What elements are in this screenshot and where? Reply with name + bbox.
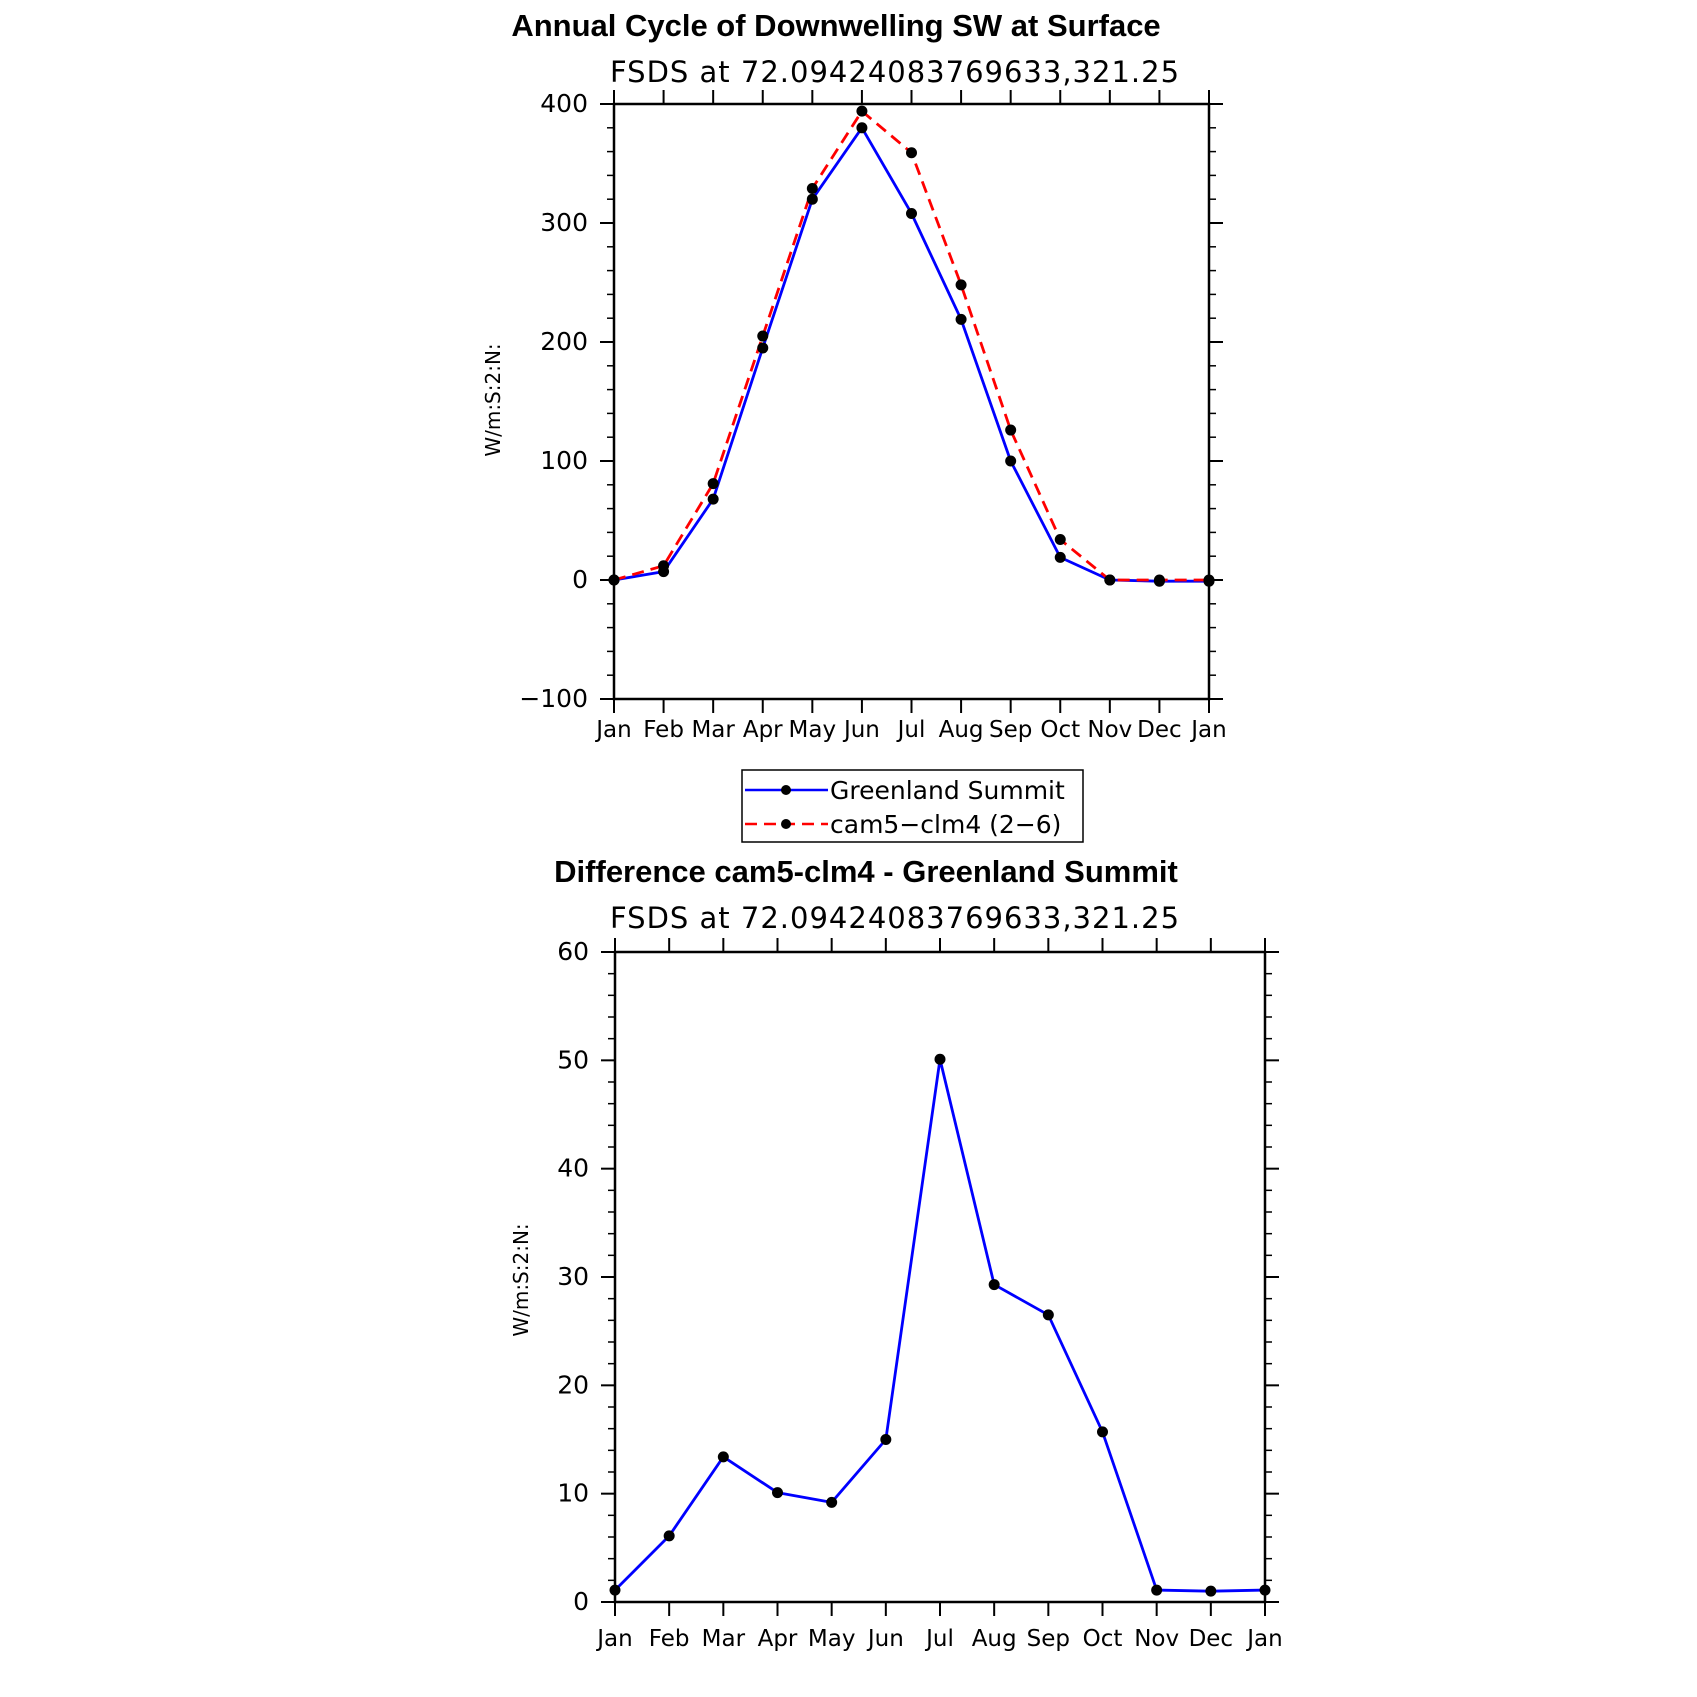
data-point	[1097, 1426, 1108, 1437]
data-point	[807, 183, 818, 194]
y-tick-label: 60	[557, 937, 589, 966]
y-tick-label: 30	[557, 1262, 589, 1291]
y-tick-label: −100	[519, 684, 588, 713]
y-tick-label: 100	[540, 446, 588, 475]
data-point	[1154, 575, 1165, 586]
series-line-0	[615, 1059, 1265, 1591]
chart-title: Difference cam5-clm4 - Greenland Summit	[554, 854, 1178, 889]
y-ticks	[519, 89, 1223, 713]
chart-title: Annual Cycle of Downwelling SW at Surface	[511, 8, 1161, 43]
y-tick-label: 300	[540, 208, 588, 237]
x-tick-label: Jul	[926, 1626, 954, 1652]
x-tick-label: May	[807, 1626, 856, 1652]
data-point	[1104, 575, 1115, 586]
data-point	[772, 1487, 783, 1498]
y-tick-label: 40	[557, 1153, 589, 1183]
top-chart	[481, 8, 1227, 743]
y-axis-label: W/m:S:2:N:	[481, 343, 505, 457]
x-tick-label: Jul	[897, 717, 926, 743]
y-axis-label: W/m:S:2:N:	[509, 1223, 533, 1337]
y-ticks	[557, 937, 1279, 1616]
y-tick-label: 10	[557, 1478, 589, 1508]
x-ticks	[594, 90, 1226, 743]
legend	[742, 770, 1083, 842]
data-point	[856, 122, 867, 133]
y-tick-label: 0	[572, 565, 588, 594]
x-ticks	[595, 938, 1282, 1652]
x-tick-label: Apr	[742, 717, 783, 743]
x-tick-label: Dec	[1188, 1626, 1234, 1652]
x-tick-label: Jan	[1247, 1626, 1283, 1652]
data-point	[610, 1585, 621, 1596]
data-point	[935, 1054, 946, 1065]
y-tick-label: 50	[557, 1045, 589, 1075]
x-tick-label: Nov	[1134, 1626, 1180, 1652]
data-point	[1043, 1309, 1054, 1320]
data-point	[1204, 575, 1215, 586]
data-point	[708, 494, 719, 505]
data-point	[708, 478, 719, 489]
x-tick-label: Feb	[643, 717, 684, 743]
data-point	[1205, 1586, 1216, 1597]
x-tick-label: Sep	[988, 717, 1033, 743]
legend-marker-cam5	[781, 819, 791, 829]
chart-subtitle: FSDS at 72.09424083769633,321.25	[610, 55, 1181, 89]
x-tick-label: Mar	[691, 717, 735, 743]
data-point	[856, 106, 867, 117]
x-tick-label: Oct	[1040, 717, 1081, 743]
data-point	[1260, 1585, 1271, 1596]
chart-subtitle: FSDS at 72.09424083769633,321.25	[610, 901, 1181, 935]
x-tick-label: Aug	[938, 717, 984, 743]
data-point	[956, 314, 967, 325]
data-point	[757, 342, 768, 353]
x-tick-label: Oct	[1082, 1626, 1123, 1652]
data-point	[664, 1530, 675, 1541]
data-point	[1055, 552, 1066, 563]
data-point	[658, 560, 669, 571]
x-tick-label: Mar	[701, 1626, 746, 1652]
data-point	[906, 147, 917, 158]
x-tick-label: Aug	[971, 1626, 1017, 1652]
x-tick-label: Jun	[867, 1626, 904, 1652]
data-point	[757, 331, 768, 342]
data-point	[989, 1279, 1000, 1290]
y-tick-label: 400	[540, 89, 588, 118]
series-layer	[610, 1054, 1271, 1597]
plot-frame	[615, 952, 1265, 1602]
data-point	[880, 1434, 891, 1445]
data-point	[1055, 534, 1066, 545]
data-point	[609, 575, 620, 586]
x-tick-label: Jan	[1191, 717, 1227, 743]
legend-label-cam5: cam5−clm4 (2−6)	[830, 810, 1062, 839]
x-tick-label: Feb	[648, 1626, 690, 1652]
series-layer	[609, 106, 1215, 587]
x-tick-label: Nov	[1087, 717, 1133, 743]
data-point	[718, 1451, 729, 1462]
x-tick-label: Dec	[1137, 717, 1182, 743]
legend-label-greenland: Greenland Summit	[830, 776, 1065, 805]
x-tick-label: Jan	[597, 1626, 633, 1652]
data-point	[956, 279, 967, 290]
data-point	[1005, 456, 1016, 467]
series-line-1	[614, 111, 1209, 580]
x-tick-label: Apr	[757, 1626, 798, 1652]
series-line-0	[614, 128, 1209, 581]
x-tick-label: Jan	[596, 717, 632, 743]
bottom-chart	[509, 854, 1283, 1652]
legend-marker-greenland	[781, 785, 791, 795]
y-tick-label: 200	[540, 327, 588, 356]
y-tick-label: 20	[557, 1370, 589, 1400]
y-tick-label: 0	[573, 1587, 589, 1616]
x-tick-label: May	[788, 717, 837, 743]
data-point	[826, 1497, 837, 1508]
data-point	[906, 208, 917, 219]
data-point	[1151, 1585, 1162, 1596]
x-tick-label: Jun	[843, 717, 880, 743]
data-point	[807, 194, 818, 205]
x-tick-label: Sep	[1026, 1626, 1071, 1652]
data-point	[1005, 425, 1016, 436]
plot-frame	[614, 104, 1209, 699]
